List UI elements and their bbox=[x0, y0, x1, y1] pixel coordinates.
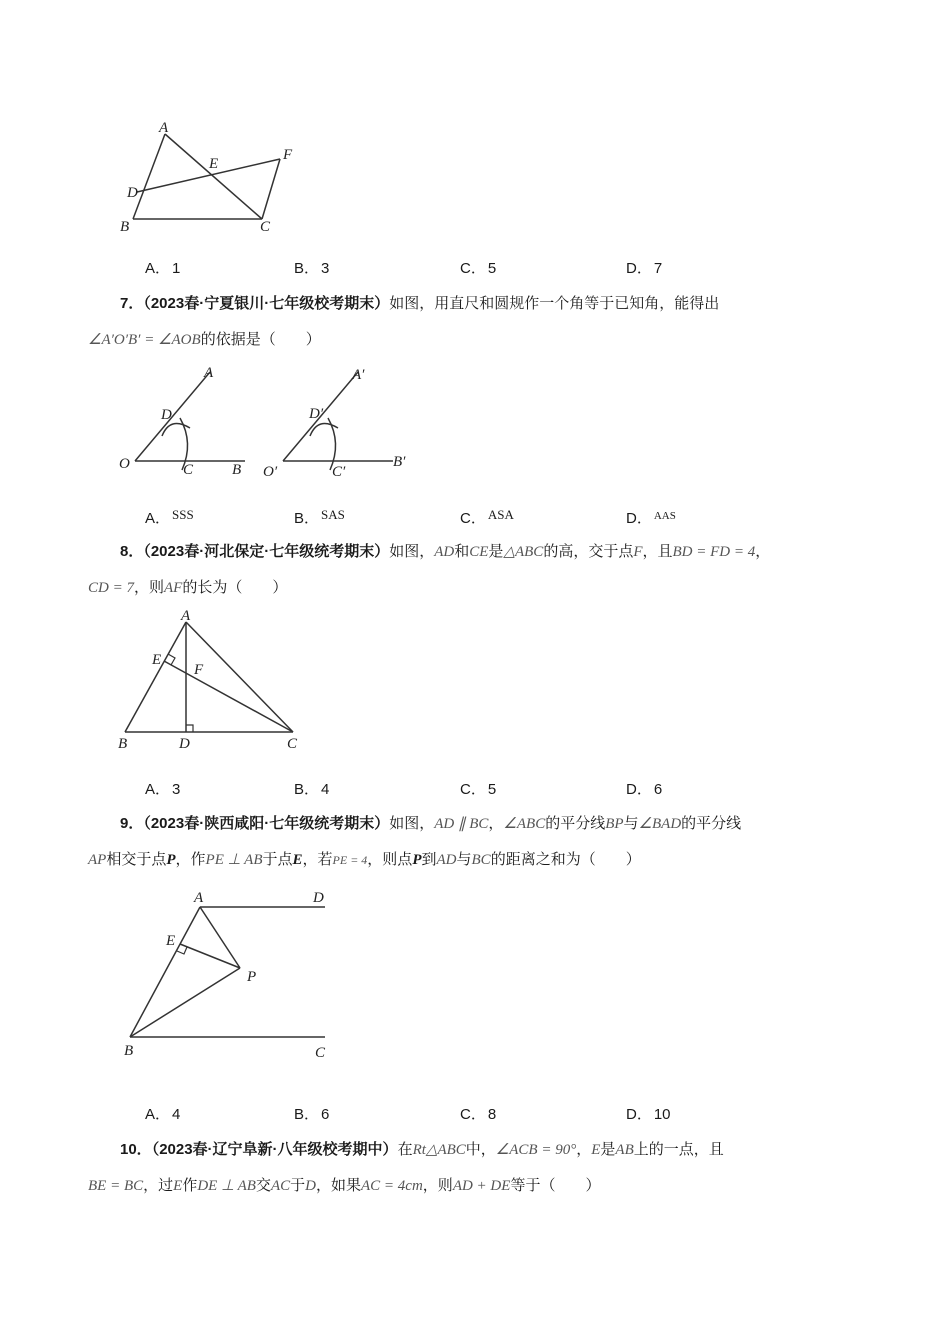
q9-option-d[interactable]: D． 10 bbox=[626, 1106, 671, 1123]
q9-line-2: AP相交于点P，作PE ⊥ AB于点E，若PE = 4，则点P到AD与BC的距离之和为（ ） bbox=[88, 850, 641, 868]
q8-option-b[interactable]: B． 4 bbox=[294, 781, 330, 798]
q8-label-e: E bbox=[152, 652, 162, 668]
q8-label-c: C bbox=[287, 736, 298, 752]
q7-option-a[interactable]: A． SSS bbox=[145, 507, 194, 527]
q6-label-a: A bbox=[159, 120, 169, 136]
q9-label-d: D bbox=[313, 890, 324, 906]
q9-option-c[interactable]: C． 8 bbox=[460, 1106, 497, 1123]
q9-label-e: E bbox=[166, 933, 176, 949]
q8-label-f: F bbox=[194, 662, 204, 678]
q7-label-b-prime: B′ bbox=[393, 454, 406, 470]
q9-label-b: B bbox=[124, 1043, 134, 1059]
q7-label-o-prime: O′ bbox=[263, 464, 278, 480]
q8-line-2: CD = 7，则AF的长为（ ） bbox=[88, 578, 288, 596]
q6-option-c[interactable]: C． 5 bbox=[460, 260, 497, 277]
q7-label-a: A bbox=[204, 365, 214, 381]
q10-line-2: BE = BC，过E作DE ⊥ AB交AC于D，如果AC = 4cm，则AD + DE等于（ ） bbox=[88, 1176, 601, 1194]
q7-label-o: O bbox=[119, 456, 130, 472]
q7-option-b[interactable]: B． SAS bbox=[294, 507, 345, 527]
q8-option-c[interactable]: C． 5 bbox=[460, 781, 497, 798]
q7-figure bbox=[110, 358, 420, 483]
q9-option-b[interactable]: B． 6 bbox=[294, 1106, 330, 1123]
q7-label-c-prime: C′ bbox=[332, 464, 346, 480]
q7-option-d[interactable]: D． $^{AAS}$ bbox=[626, 510, 676, 527]
q7-option-c[interactable]: C． ASA bbox=[460, 507, 514, 527]
q10-line-1: 10．（2023春·辽宁阜新·八年级校考期中）在Rt△ABC中，∠ACB = 90°，E是AB上的一点，且 bbox=[120, 1140, 724, 1158]
q8-label-d: D bbox=[179, 736, 190, 752]
q8-label-a: A bbox=[181, 608, 191, 624]
q7-label-b: B bbox=[232, 462, 242, 478]
q8-figure bbox=[110, 608, 310, 753]
q6-option-b[interactable]: B． 3 bbox=[294, 260, 330, 277]
q6-label-e: E bbox=[209, 156, 219, 172]
q6-label-f: F bbox=[283, 147, 293, 163]
q7-label-c: C bbox=[183, 462, 194, 478]
q6-label-d: D bbox=[127, 185, 138, 201]
q8-label-b: B bbox=[118, 736, 128, 752]
q7-label-a-prime: A′ bbox=[352, 367, 365, 383]
q9-figure bbox=[110, 880, 350, 1065]
q9-label-a: A bbox=[194, 890, 204, 906]
q6-label-b: B bbox=[120, 219, 130, 235]
q9-label-c: C bbox=[315, 1045, 326, 1061]
q8-option-d[interactable]: D． 6 bbox=[626, 781, 663, 798]
q6-option-a[interactable]: A． 1 bbox=[145, 260, 181, 277]
q7-label-d-prime: D′ bbox=[309, 406, 324, 422]
q8-line-1: 8．（2023春·河北保定·七年级统考期末）如图，AD和CE是△ABC的高，交于点F，且BD = FD = 4， bbox=[120, 542, 771, 560]
q6-figure bbox=[110, 115, 310, 240]
q6-option-d[interactable]: D． 7 bbox=[626, 260, 663, 277]
q7-line-2: ∠A′O′B′ = ∠AOB的依据是（ ） bbox=[88, 330, 321, 348]
q9-label-p: P bbox=[247, 969, 257, 985]
q8-option-a[interactable]: A． 3 bbox=[145, 781, 181, 798]
q6-label-c: C bbox=[260, 219, 271, 235]
q7-label-d: D bbox=[161, 407, 172, 423]
q9-line-1: 9．（2023春·陕西咸阳·七年级统考期末）如图，AD ∥ BC，∠ABC的平分线BP与∠BAD的平分线 bbox=[120, 814, 742, 832]
q7-line-1: 7．（2023春·宁夏银川·七年级校考期末）如图，用直尺和圆规作一个角等于已知角，能得出 bbox=[120, 294, 720, 312]
q9-option-a[interactable]: A． 4 bbox=[145, 1106, 181, 1123]
